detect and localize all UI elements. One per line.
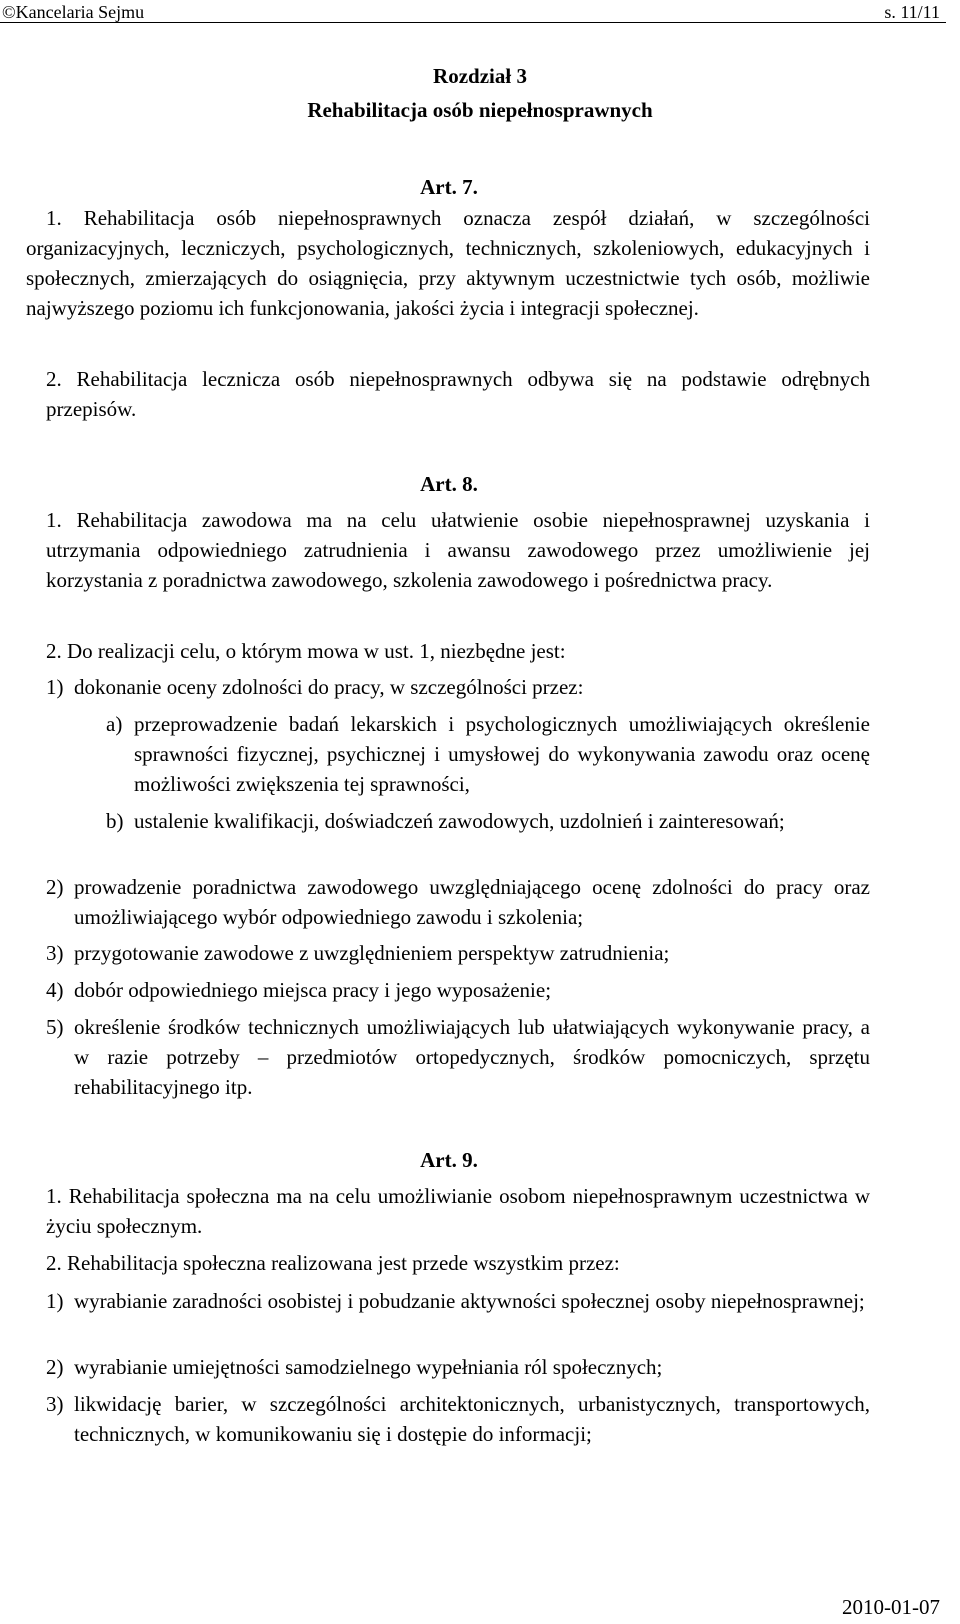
item-text: dokonanie oceny zdolności do pracy, w szczególności przez: — [74, 675, 584, 699]
art-8-item-1-letter-a — [106, 709, 870, 799]
art-7-label: Art. 7. — [420, 175, 478, 199]
item-number: 5) — [46, 1015, 64, 1039]
art-8-paragraph-2: 2. Do realizacji celu, o którym mowa w ust. 1, niezbędne jest: — [46, 639, 566, 663]
art-7-paragraph-1: 1. Rehabilitacja osób niepełnosprawnych oznacza zespół działań, w szczególności organizacyjnych, leczniczych, psychologicznych, technicznych, szkoleniowych, edukacyjnych i społecznych, zmierzających do osiągnięcia, przy aktywnym uczestnictwie tych osób, możliwie najwyższego poziomu ich funkcjonowania, jakości życia i integracji społecznej. — [26, 206, 870, 320]
art-8-item-3 — [46, 938, 870, 968]
item-text: określenie środków technicznych umożliwiających lub ułatwiających wykonywanie pracy, a w razie potrzeby – przedmiotów ortopedycznych, środków pomocniczych, sprzętu rehabilitacyjnego itp. — [74, 1015, 870, 1099]
art-8-paragraph-1: 1. Rehabilitacja zawodowa ma na celu ułatwienie osobie niepełnosprawnej uzyskania i utrzymania odpowiedniego zatrudnienia i awansu zawodowego przez umożliwienie jej korzystania z poradnictwa zawodowego, szkolenia zawodowego i pośrednictwa pracy. — [46, 508, 870, 592]
art-9-paragraph-1: 1. Rehabilitacja społeczna ma na celu umożliwianie osobom niepełnosprawnym uczestnictwa w życiu społecznym. — [46, 1184, 870, 1238]
art-8-item-1-letter-b — [106, 806, 870, 836]
letter-number: a) — [106, 712, 123, 736]
art-8-item-5 — [46, 1012, 870, 1102]
item-number: 4) — [46, 978, 64, 1002]
chapter-number: Rozdział 3 — [433, 64, 527, 88]
art-9-paragraph-2: 2. Rehabilitacja społeczna realizowana jest przede wszystkim przez: — [46, 1251, 620, 1275]
art-9-item-2 — [46, 1352, 870, 1382]
art-8-item-1 — [46, 672, 870, 702]
item-text: prowadzenie poradnictwa zawodowego uwzględniającego ocenę zdolności do pracy oraz umożliwiającego wybór odpowiedniego zawodu i szkolenia; — [74, 875, 870, 929]
item-text: przygotowanie zawodowe z uwzględnieniem perspektyw zatrudnienia; — [74, 941, 670, 965]
item-number: 2) — [46, 875, 64, 899]
item-number: 3) — [46, 941, 64, 965]
item-number: 1) — [46, 1289, 64, 1313]
item-text: likwidację barier, w szczególności architektonicznych, urbanistycznych, transportowych, technicznych, w komunikowaniu się i dostępie do informacji; — [74, 1392, 870, 1446]
art-7-paragraph-2-text: 2. Rehabilitacja lecznicza osób niepełnosprawnych odbywa się na podstawie odrębnych przepisów. — [46, 367, 870, 421]
item-text: wyrabianie umiejętności samodzielnego wypełniania ról społecznych; — [74, 1355, 663, 1379]
art-9-label: Art. 9. — [420, 1148, 478, 1172]
item-text: wyrabianie zaradności osobistej i pobudzanie aktywności społecznej osoby niepełnosprawnej; — [74, 1289, 865, 1313]
art-9-item-1 — [46, 1286, 870, 1316]
header-rule — [0, 22, 946, 23]
page-header — [0, 0, 960, 26]
art-8-item-4 — [46, 975, 870, 1005]
document-date: 2010-01-07 — [842, 1595, 940, 1619]
letter-text: przeprowadzenie badań lekarskich i psychologicznych umożliwiających określenie sprawności fizycznej, psychicznej i umysłowej do wykonywania zawodu oraz ocenę możliwości zwiększenia tej sprawności, — [134, 712, 870, 796]
letter-number: b) — [106, 809, 124, 833]
art-8-item-2 — [46, 872, 870, 932]
letter-text: ustalenie kwalifikacji, doświadczeń zawodowych, uzdolnień i zainteresowań; — [134, 809, 785, 833]
item-number: 1) — [46, 675, 64, 699]
art-9-item-3 — [46, 1389, 870, 1449]
art-8-label: Art. 8. — [420, 472, 478, 496]
item-text: dobór odpowiedniego miejsca pracy i jego wyposażenie; — [74, 978, 552, 1002]
item-number: 3) — [46, 1392, 64, 1416]
art-7-paragraph-2 — [46, 364, 870, 424]
item-number: 2) — [46, 1355, 64, 1379]
page-number: s. 11/11 — [884, 2, 940, 22]
copyright-label: ©Kancelaria Sejmu — [2, 2, 145, 22]
chapter-title: Rehabilitacja osób niepełnosprawnych — [307, 98, 653, 122]
